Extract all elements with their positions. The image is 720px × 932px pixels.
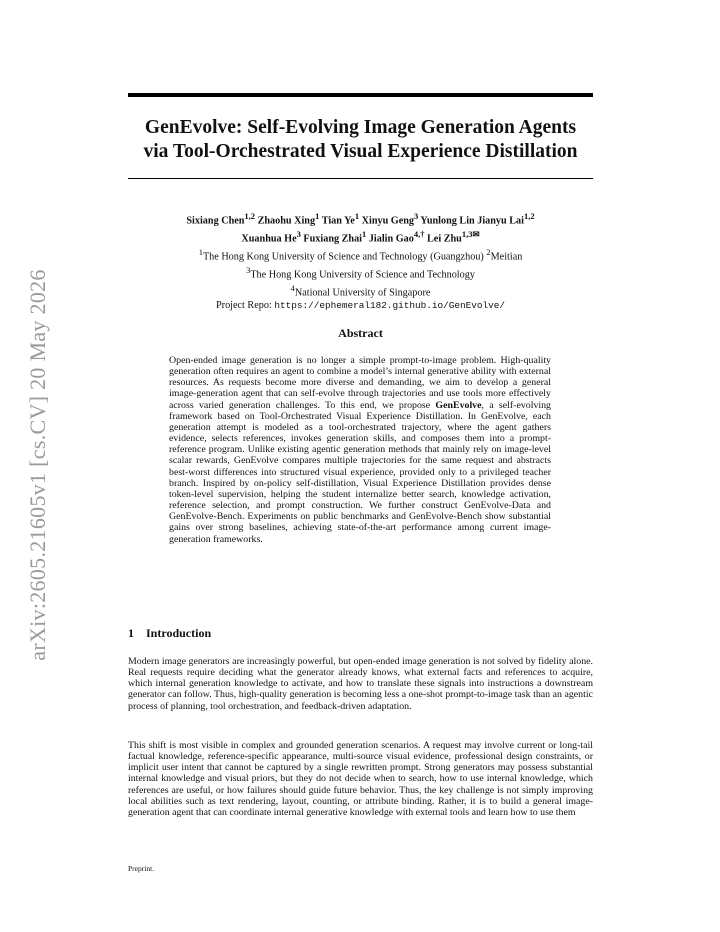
author-name: Fuxiang Zhai <box>303 233 363 245</box>
title-rule-top <box>128 93 593 97</box>
abstract-heading: Abstract <box>338 326 383 340</box>
author-affil-sup: 1,3✉ <box>461 228 480 239</box>
affil-sup: 3 <box>246 264 251 275</box>
author-affil-sup: 1,2 <box>523 211 535 221</box>
intro-paragraph-1: Modern image generators are increasingly powerful, but open-ended image generation is not solved by fidelity alone. Real requests require deciding what the generator already knows, what external facts and references to acquire, which internal generation knowledge to activate, and how to translate these signals into instructions a downstream generator can follow. Thus, high-quality generation is becoming less a one-shot prompt-to-image task than an agentic process of planning, tool orchestration, and feedback-driven adaptation. <box>128 656 593 712</box>
affil-sup: 2 <box>486 246 491 257</box>
repo-label: Project Repo: <box>216 299 272 311</box>
author-name: Xuanhua He <box>241 233 297 245</box>
author-line-2 <box>128 228 593 246</box>
intro-paragraph-2: This shift is most visible in complex and grounded generation scenarios. A request may involve current or long-tail factual knowledge, reference-specific appearance, multi-source visual evidence, professional design constraints, or implicit user intent that cannot be captured by a single rewritten prompt. Strong generators may possess substantial internal knowledge and visual priors, but they do not decide when to search, how to use internal knowledge, which references are useful, or how failures should guide future behavior. Thus, the key challenge is not simply improving local abilities such as text rendering, layout, counting, or attribute binding. Rather, it is to build a general image-generation agent that can coordinate internal generative knowledge with external tools and learn how to use them <box>128 740 593 818</box>
author-name: Jialin Gao <box>368 233 414 245</box>
project-repo-line <box>128 300 593 313</box>
author-affil-sup: 3 <box>296 228 301 239</box>
affiliation-line-3 <box>128 282 593 300</box>
title-line-2: via Tool-Orchestrated Visual Experience Distillation <box>143 141 578 162</box>
section-title: Introduction <box>146 626 212 640</box>
abstract-text: Open-ended image generation is no longer a simple prompt-to-image problem. High-quality generation often requires an agent to combine a model’s internal generative ability with external resources. As requests become more diverse and demanding, we aim to develop a general image-generation agent that can self-evolve through trajectories and use tools more effectively across varied generation challenges. To this end, we propose <box>169 355 551 411</box>
author-name: Yunlong Lin <box>420 215 475 227</box>
affil-sup: 1 <box>198 246 203 257</box>
affiliation-line-1 <box>128 246 593 264</box>
affiliation: The Hong Kong University of Science and Technology (Guangzhou) <box>202 251 484 263</box>
affiliation: The Hong Kong University of Science and Technology <box>250 269 475 281</box>
author-affil-sup: 1 <box>315 211 320 221</box>
author-affil-sup: 1 <box>354 211 360 221</box>
affil-sup: 4 <box>290 282 295 293</box>
author-affil-sup: 1,2 <box>244 211 256 221</box>
arxiv-identifier[interactable]: arXiv:2605.21605v1 [cs.CV] 20 May 2026 <box>25 269 50 661</box>
author-name: Jianyu Lai <box>477 215 524 227</box>
repo-link[interactable]: https://ephemeral182.github.io/GenEvolve/ <box>274 299 505 311</box>
abstract-body <box>169 355 551 545</box>
footer-preprint: Preprint. <box>128 864 155 873</box>
affiliation: Meitian <box>490 251 523 263</box>
abstract-bold-name: GenEvolve <box>435 399 482 411</box>
author-name: Xinyu Geng <box>361 215 414 227</box>
author-name: Tian Ye <box>321 215 355 227</box>
author-block <box>128 210 593 313</box>
abstract-text: , a self-evolving framework based on Tool-Orchestrated Visual Experience Distillation. In GenEvolve, each generation attempt is modeled as a tool-orchestrated trajectory, where the agent gathers evidence, selects references, invokes generation skills, and composes them into a prompt-reference program. Unlike existing agentic generation methods that mainly rely on image-level scalar rewards, GenEvolve compares multiple trajectories for the same request and abstracts best-worst differences into structured visual experience, provided only to a privileged teacher branch. Inspired by on-policy self-distillation, Visual Experience Distillation provides dense token-level supervision, helping the student internalize better search, knowledge activation, reference selection, and prompt construction. We further construct GenEvolve-Data and GenEvolve-Bench. Experiments on public benchmarks and GenEvolve-Bench show substantial gains over strong baselines, achieving state-of-the-art performance among current image-generation frameworks. <box>169 399 551 545</box>
section-heading <box>128 626 211 641</box>
author-name: Lei Zhu <box>427 233 462 245</box>
author-affil-sup: 3 <box>414 211 419 221</box>
section-number: 1 <box>128 626 134 640</box>
affiliation: National University of Singapore <box>294 287 431 299</box>
title-line-1: GenEvolve: Self-Evolving Image Generation Agents <box>144 117 577 138</box>
author-name: Zhaohu Xing <box>257 215 316 227</box>
author-affil-sup: 1 <box>362 228 367 239</box>
author-line-1 <box>128 210 593 228</box>
author-affil-sup: 4,† <box>413 228 425 239</box>
author-name: Sixiang Chen <box>186 215 245 227</box>
affiliation-line-2 <box>128 264 593 282</box>
title-rule-bottom <box>128 178 593 179</box>
paper-title <box>128 116 593 164</box>
